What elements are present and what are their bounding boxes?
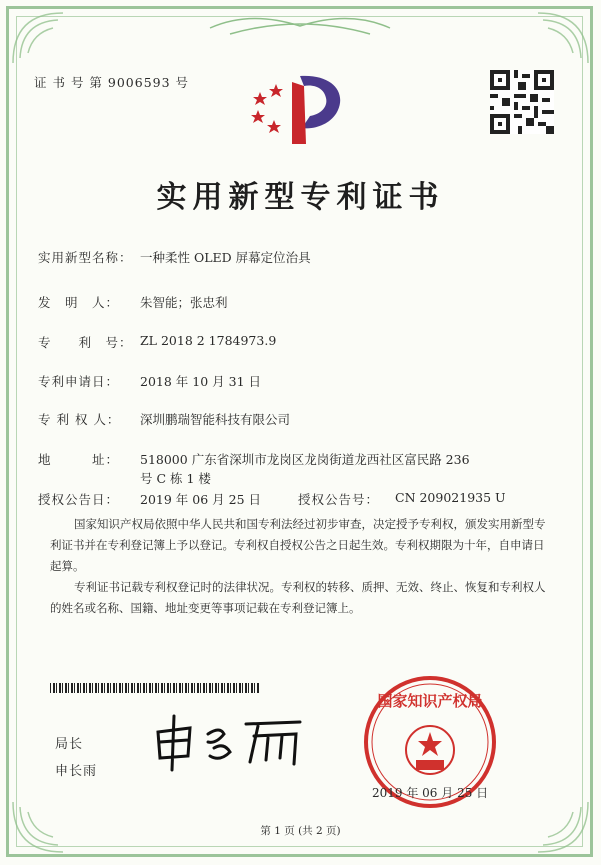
grant-paragraph: 国家知识产权局依照中华人民共和国专利法经过初步审查，决定授予专利权，颁发实用新型专利证书并在专利登记簿上予以登记。专利权自授权公告之日起生效。专利权期限为十年，自申请日起算。 xyxy=(50,517,546,573)
seal-text: 国家知识产权局 xyxy=(377,692,483,710)
name-value: 一种柔性 OLED 屏幕定位治具 xyxy=(140,250,311,265)
director-signature-icon xyxy=(150,712,310,772)
certificate-number: 证 书 号 第 9006593 号 xyxy=(34,75,190,90)
filing-date-value: 2018 年 10 月 31 日 xyxy=(140,374,261,389)
address-line-1: 518000 广东省深圳市龙岗区龙岗街道龙西社区富民路 236 xyxy=(140,452,470,467)
inventor-label: 发 明 人： xyxy=(38,295,120,310)
grant-number-label: 授权公告号： xyxy=(298,492,380,507)
top-ornament xyxy=(200,8,400,42)
qr-code-icon xyxy=(490,70,554,134)
patentee-value: 深圳鹏瑞智能科技有限公司 xyxy=(140,412,291,427)
address-label: 地 址： xyxy=(38,452,120,467)
patentee-label: 专 利 权 人： xyxy=(38,412,121,427)
legal-status-paragraph: 专利证书记载专利权登记时的法律状况。专利权的转移、质押、无效、终止、恢复和专利权人的姓名或名称、国籍、地址变更等事项记载在专利登记簿上。 xyxy=(50,580,546,615)
corner-ornament-top-right xyxy=(523,8,593,68)
patent-number-label: 专 利 号： xyxy=(38,335,133,350)
grant-number-value: CN 209021935 U xyxy=(395,490,506,505)
filing-date-label: 专利申请日： xyxy=(38,374,120,389)
page-footer: 第 1 页 (共 2 页) xyxy=(260,825,341,837)
patent-number-value: ZL 2018 2 1784973.9 xyxy=(140,333,277,348)
patent-office-logo-icon xyxy=(248,70,352,150)
grant-date-value: 2019 年 06 月 25 日 xyxy=(140,492,261,507)
director-name: 申长雨 xyxy=(55,764,98,779)
seal-date: 2019 年 06 月 25 日 xyxy=(372,786,489,800)
page-title: 实用新型专利证书 xyxy=(156,180,445,215)
director-title: 局长 xyxy=(55,737,84,752)
barcode-strip xyxy=(50,683,260,693)
corner-ornament-top-left xyxy=(8,8,78,68)
inventor-value: 朱智能；张忠利 xyxy=(140,295,228,310)
address-line-2: 号 C 栋 1 楼 xyxy=(140,471,211,486)
grant-date-label: 授权公告日： xyxy=(38,492,120,507)
name-label: 实用新型名称： xyxy=(38,250,133,265)
